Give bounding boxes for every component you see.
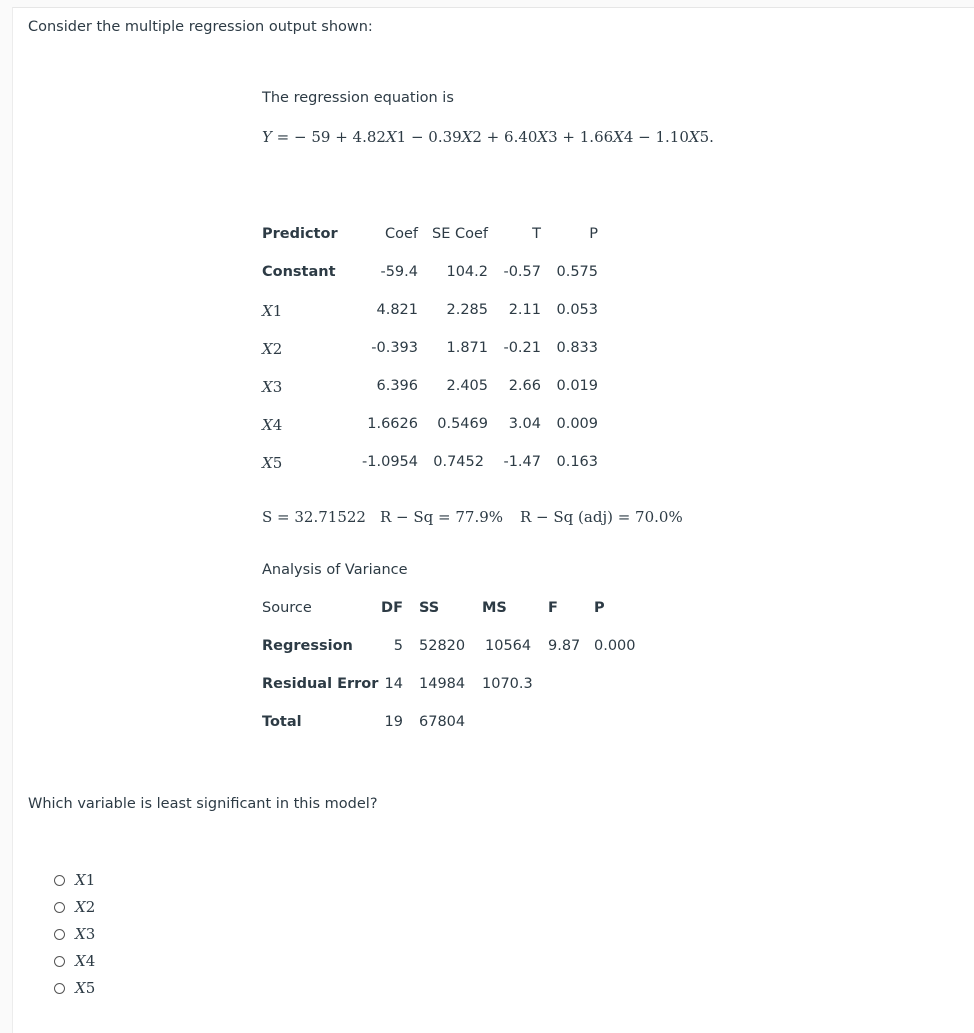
p-cell: 0.163 bbox=[556, 454, 598, 470]
option-x5-radio[interactable] bbox=[54, 983, 65, 994]
equation-p2: X bbox=[385, 128, 397, 146]
option-x1-radio[interactable] bbox=[54, 875, 65, 886]
coef-header-predictor: Predictor bbox=[262, 226, 338, 242]
coef-cell: -1.0954 bbox=[362, 454, 418, 470]
coef-row-x3-label: X3 bbox=[262, 378, 283, 396]
p-cell: 0.833 bbox=[556, 340, 598, 356]
equation-p4: X bbox=[461, 128, 473, 146]
anova-row-regression-label: Regression bbox=[262, 638, 353, 654]
coef-cell: -0.393 bbox=[371, 340, 418, 356]
t-cell: -0.21 bbox=[503, 340, 541, 356]
option-x1-label[interactable]: X1 bbox=[75, 871, 96, 889]
anova-row-residual-label: Residual Error bbox=[262, 676, 379, 692]
coef-cell: 4.821 bbox=[376, 302, 418, 318]
anova-header-df: DF bbox=[381, 600, 403, 616]
option-x2-label[interactable]: X2 bbox=[75, 898, 96, 916]
equation-p0: = bbox=[271, 128, 295, 146]
p-cell: 0.575 bbox=[556, 264, 598, 280]
anova-header-ms: MS bbox=[482, 600, 507, 616]
anova-header-ss: SS bbox=[419, 600, 440, 616]
anova-title: Analysis of Variance bbox=[262, 562, 408, 578]
t-cell: -1.47 bbox=[503, 454, 541, 470]
equation-p3: 1 − 0.39 bbox=[396, 128, 462, 146]
anova-df-cell: 5 bbox=[393, 638, 403, 654]
equation-p11: 5. bbox=[699, 128, 714, 146]
fit-rsq-adj: R − Sq (adj) = 70.0% bbox=[520, 508, 683, 526]
intro-text: Consider the multiple regression output shown: bbox=[28, 19, 373, 35]
regression-equation bbox=[262, 128, 714, 146]
coef-header-p: P bbox=[589, 226, 598, 242]
anova-df-cell: 19 bbox=[384, 714, 403, 730]
coef-cell: 1.6626 bbox=[367, 416, 418, 432]
anova-header-p: P bbox=[594, 600, 605, 616]
t-cell: 2.66 bbox=[508, 378, 541, 394]
option-x5-label[interactable]: X5 bbox=[75, 979, 96, 997]
anova-p-cell: 0.000 bbox=[594, 638, 636, 654]
equation-heading: The regression equation is bbox=[262, 90, 454, 106]
coef-header-coef: Coef bbox=[384, 226, 418, 242]
anova-df-cell: 14 bbox=[384, 676, 403, 692]
t-cell: 2.11 bbox=[508, 302, 541, 318]
equation-p10: X bbox=[688, 128, 700, 146]
anova-header-source: Source bbox=[262, 600, 312, 616]
fit-s: S = 32.71522 bbox=[262, 508, 366, 526]
p-cell: 0.009 bbox=[556, 416, 598, 432]
anova-ms-cell: 1070.3 bbox=[482, 676, 533, 692]
option-x4-radio[interactable] bbox=[54, 956, 65, 967]
se-cell: 0.5469 bbox=[437, 416, 488, 432]
se-cell: 104.2 bbox=[446, 264, 488, 280]
t-cell: -0.57 bbox=[503, 264, 541, 280]
equation-p6: X bbox=[537, 128, 549, 146]
option-x4-label[interactable]: X4 bbox=[75, 952, 96, 970]
se-cell: 1.871 bbox=[446, 340, 488, 356]
coef-row-x5-label: X5 bbox=[262, 454, 283, 472]
question-text: Which variable is least significant in this model? bbox=[28, 796, 378, 812]
coef-header-se: SE Coef bbox=[432, 226, 488, 242]
anova-row-total-label: Total bbox=[262, 714, 302, 730]
anova-f-cell: 9.87 bbox=[548, 638, 581, 654]
coef-cell: 6.396 bbox=[376, 378, 418, 394]
se-cell: 2.405 bbox=[446, 378, 488, 394]
option-x3-label[interactable]: X3 bbox=[75, 925, 96, 943]
anova-ms-cell: 10564 bbox=[485, 638, 532, 654]
anova-header-f: F bbox=[548, 600, 558, 616]
option-x2-radio[interactable] bbox=[54, 902, 65, 913]
se-cell: 2.285 bbox=[446, 302, 488, 318]
equation-p8: X bbox=[613, 128, 624, 146]
t-cell: 3.04 bbox=[508, 416, 541, 432]
se-cell: 0.7452 bbox=[433, 454, 484, 470]
anova-ss-cell: 14984 bbox=[419, 676, 466, 692]
coef-row-x1-label: X1 bbox=[262, 302, 283, 320]
coef-row-x4-label: X4 bbox=[262, 416, 283, 434]
anova-ss-cell: 52820 bbox=[419, 638, 466, 654]
option-x3-radio[interactable] bbox=[54, 929, 65, 940]
coef-row-constant-label: Constant bbox=[262, 264, 336, 280]
coef-cell: -59.4 bbox=[380, 264, 418, 280]
coef-row-x2-label: X2 bbox=[262, 340, 283, 358]
equation-p5: 2 + 6.40 bbox=[472, 128, 538, 146]
equation-p1: − 59 + 4.82 bbox=[294, 128, 386, 146]
anova-ss-cell: 67804 bbox=[419, 714, 466, 730]
p-cell: 0.019 bbox=[556, 378, 598, 394]
p-cell: 0.053 bbox=[556, 302, 598, 318]
coef-header-t: T bbox=[532, 226, 541, 242]
equation-p7: 3 + 1.66 bbox=[548, 128, 614, 146]
fit-rsq: R − Sq = 77.9% bbox=[380, 508, 504, 526]
equation-y: Y bbox=[262, 128, 272, 146]
equation-p9: 4 − 1.10 bbox=[623, 128, 689, 146]
